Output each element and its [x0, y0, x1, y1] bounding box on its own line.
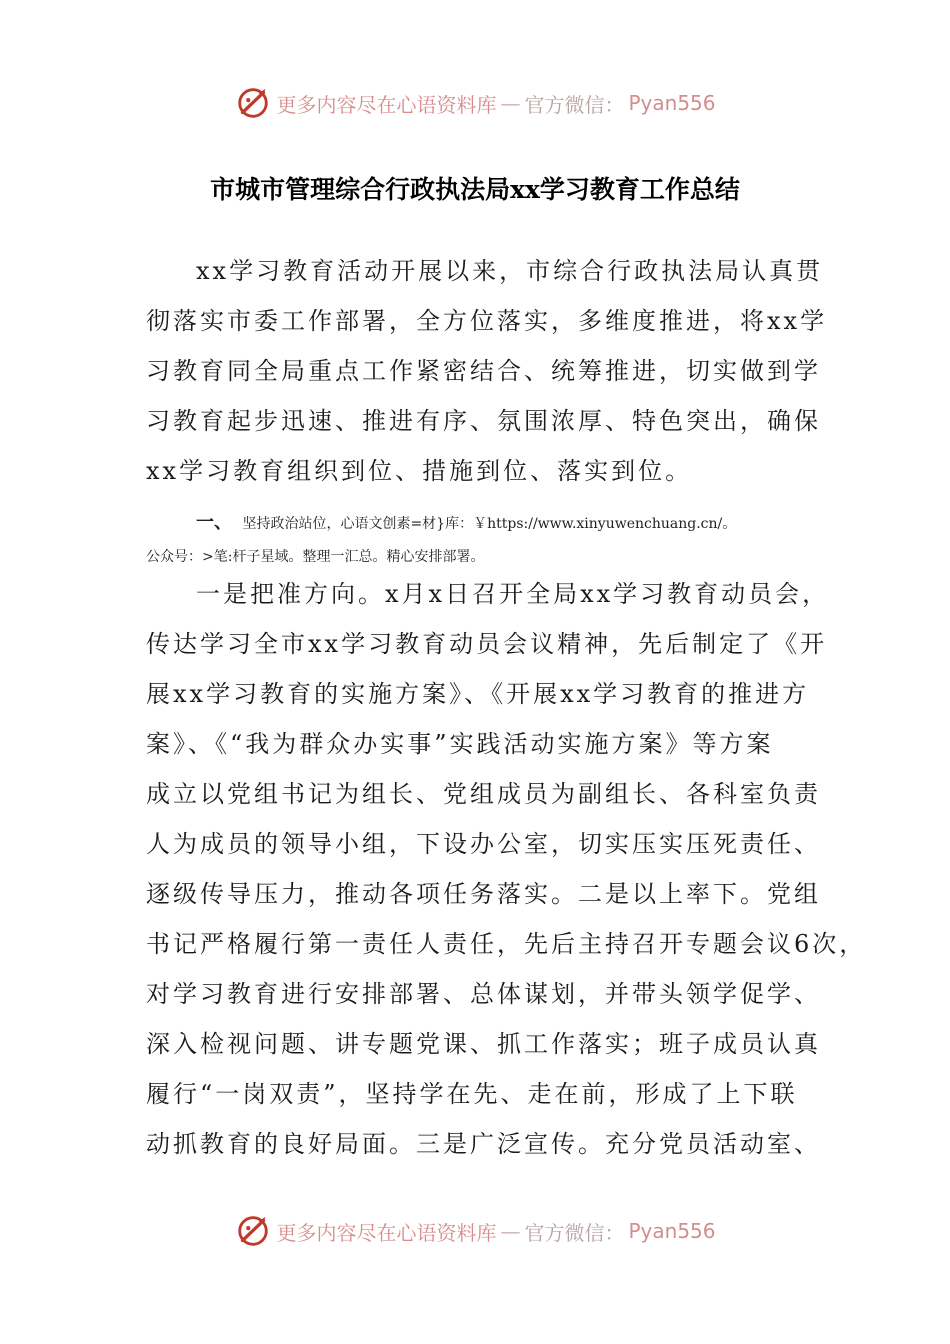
body-line: 展xx学习教育的实施方案》、《开展xx学习教育的推进方 — [146, 680, 810, 708]
intro-line: 习教育起步迅速、推进有序、氛围浓厚、特色突出，确保 — [146, 407, 821, 435]
body-line: 动抓教育的良好局面。三是广泛宣传。充分党员活动室、 — [146, 1130, 821, 1158]
body-line: 逐级传导压力，推动各项任务落实。二是以上率下。党组 — [146, 880, 821, 908]
watermark-wechat-id: Pyan556 — [628, 91, 716, 115]
brand-logo-icon — [234, 84, 272, 122]
intro-line: 习教育同全局重点工作紧密结合、统筹推进，切实做到学 — [146, 357, 821, 385]
intro-line: xx学习教育活动开展以来，市综合行政执法局认真贯 — [196, 257, 824, 285]
body-line: 对学习教育进行安排部署、总体谋划，并带头领学促学、 — [146, 980, 821, 1008]
intro-paragraph — [146, 246, 826, 496]
watermark-wechat-label: 官方微信： — [524, 92, 625, 117]
body-line: 书记严格履行第一责任人责任，先后主持召开专题会议6次， — [146, 930, 867, 958]
body-paragraph — [146, 569, 867, 1169]
body-line: 人为成员的领导小组，下设办公室，切实压实压死责任、 — [146, 830, 821, 858]
body-line: 一是把准方向。x月x日召开全局xx学习教育动员会， — [196, 580, 830, 608]
section-heading-line — [196, 508, 736, 534]
section-heading-text: 坚持政治站位，心语文创素=材}库：￥https://www.xinyuwenchuang.cn/。 — [242, 516, 737, 532]
intro-line: xx学习教育组织到位、措施到位、落实到位。 — [146, 457, 693, 485]
section-number: 一、 — [196, 512, 232, 533]
watermark-main-text: 更多内容尽在心语资料库 — [276, 92, 497, 117]
watermark-wechat-label: 官方微信： — [524, 1220, 625, 1245]
body-line: 案》、《“我为群众办实事”实践活动实施方案》等方案 — [146, 730, 774, 758]
body-line: 传达学习全市xx学习教育动员会议精神，先后制定了《开 — [146, 630, 828, 658]
brand-logo-icon — [234, 1212, 272, 1250]
header-watermark — [0, 84, 950, 122]
watermark-dash: — — [500, 1219, 521, 1243]
intro-line: 彻落实市委工作部署，全方位落实，多维度推进，将xx学 — [146, 307, 828, 335]
body-line: 成立以党组书记为组长、党组成员为副组长、各科室负责 — [146, 780, 821, 808]
watermark-main-text: 更多内容尽在心语资料库 — [276, 1220, 497, 1245]
footer-watermark — [0, 1212, 950, 1250]
watermark-wechat-id: Pyan556 — [628, 1219, 716, 1243]
body-line: 履行“一岗双责”，坚持学在先、走在前，形成了上下联 — [146, 1080, 798, 1108]
body-line: 深入检视问题、讲专题党课、抓工作落实；班子成员认真 — [146, 1030, 821, 1058]
section-heading-second-line: 公众号：>笔:杆子星域。整理一汇总。精心安排部署。 — [146, 549, 485, 565]
document-title: 市城市管理综合行政执法局xx学习教育工作总结 — [210, 175, 740, 204]
watermark-dash: — — [500, 91, 521, 115]
